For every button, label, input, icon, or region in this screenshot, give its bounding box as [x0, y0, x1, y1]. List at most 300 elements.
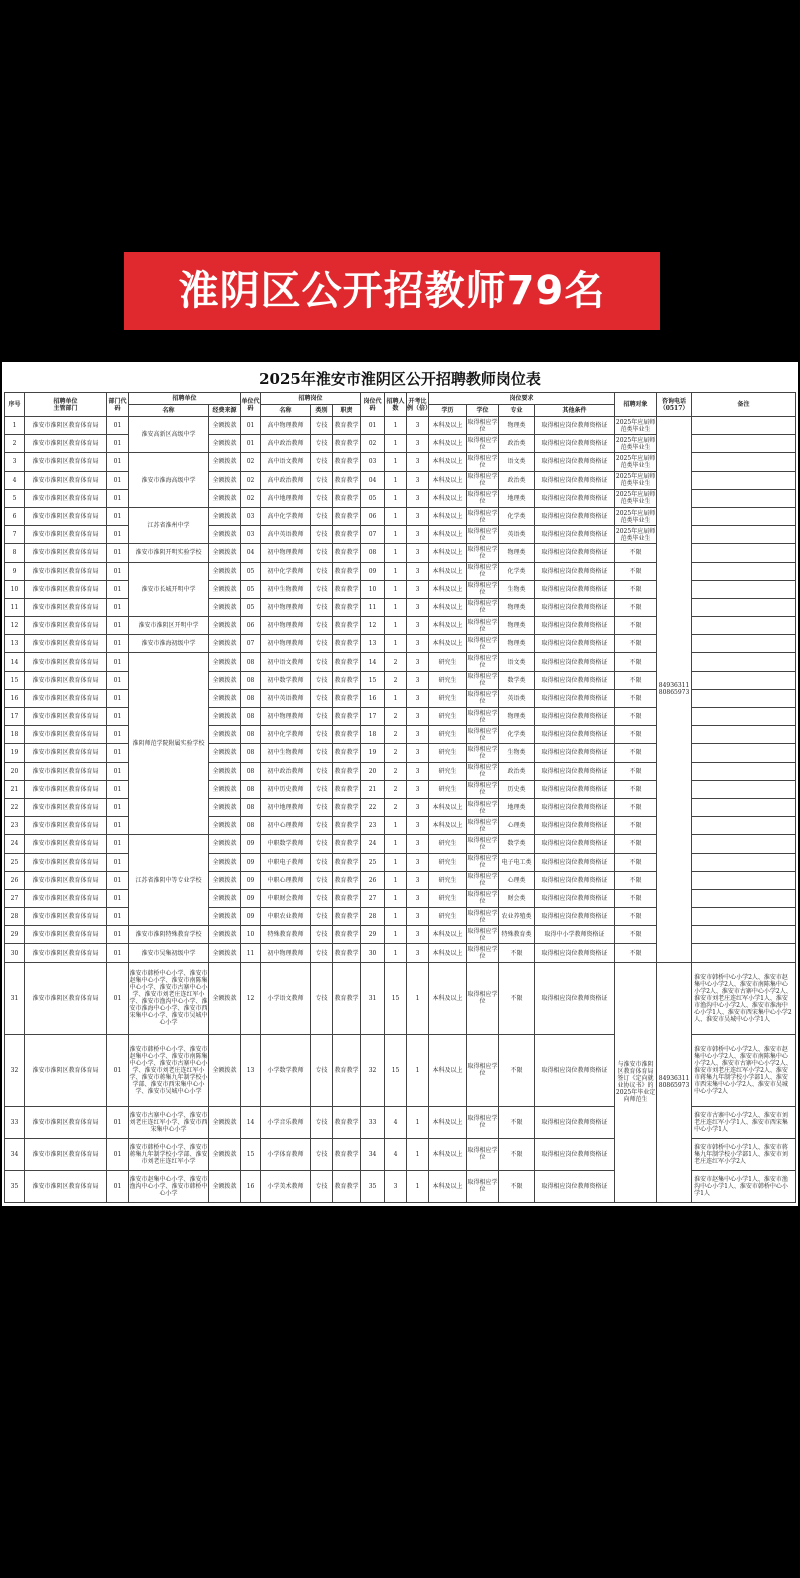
row-post-name: 初中生物教师 [261, 744, 311, 762]
row-count: 1 [385, 526, 407, 544]
row-target: 2025年应届师范类毕业生 [615, 526, 657, 544]
row-post-name: 初中物理教师 [261, 617, 311, 635]
row-seq: 7 [5, 526, 25, 544]
row-degree: 取得相应学位 [467, 562, 499, 580]
row-dept: 淮安市淮阴区教育体育局 [25, 453, 107, 471]
row-education: 本科及以上 [429, 962, 467, 1034]
row-post-type: 专技 [311, 853, 333, 871]
row-unit-code: 08 [241, 762, 261, 780]
row-degree: 取得相应学位 [467, 435, 499, 453]
row-dept-code: 01 [107, 544, 129, 562]
header-unit-name: 名称 [129, 405, 209, 417]
row-dept: 淮安市淮阴区教育体育局 [25, 598, 107, 616]
row-education: 本科及以上 [429, 435, 467, 453]
row-remark: 淮安市韩桥中心小学2人、淮安市赵集中心小学2人、淮安市南陈集中心小学2人、淮安市古寨中心小学2人、淮安市刘老庄连红军小学2人、淮安市蒋集九年制学校小学部1人、淮安市西宋集中心小学2人、淮安市吴城中心小学2人 [692, 1034, 796, 1106]
row-seq: 4 [5, 471, 25, 489]
row-education: 本科及以上 [429, 926, 467, 944]
row-post-code: 06 [361, 507, 385, 525]
row-ratio: 3 [407, 507, 429, 525]
row-degree: 取得相应学位 [467, 489, 499, 507]
row-unit-name: 淮安市韩桥中心小学、淮安市赵集中心小学、淮安市南陈集中心小学、淮安市古寨中心小学、淮安市刘老庄连红军小学、淮安市渔沟中心小学、淮安市淮海中心小学、淮安市西宋集中心小学、淮安市吴城中心小学 [129, 962, 209, 1034]
row-seq: 8 [5, 544, 25, 562]
row-post-duty: 教育教学 [333, 853, 361, 871]
row-count: 1 [385, 471, 407, 489]
row-degree: 取得相应学位 [467, 671, 499, 689]
row-dept: 淮安市淮阴区教育体育局 [25, 526, 107, 544]
row-post-type: 专技 [311, 1138, 333, 1170]
row-other: 取得中小学教师资格证 [535, 926, 615, 944]
row-post-duty: 教育教学 [333, 1034, 361, 1106]
row-unit-code: 10 [241, 926, 261, 944]
row-post-duty: 教育教学 [333, 726, 361, 744]
row-seq: 11 [5, 598, 25, 616]
row-ratio: 3 [407, 671, 429, 689]
row-other: 取得相应岗位教师资格证 [535, 1106, 615, 1138]
row-funding: 全额拨款 [209, 1170, 241, 1202]
row-post-code: 24 [361, 835, 385, 853]
row-count: 1 [385, 835, 407, 853]
row-dept: 淮安市淮阴区教育体育局 [25, 1170, 107, 1202]
row-major: 电子电工类 [499, 853, 535, 871]
row-ratio: 3 [407, 653, 429, 671]
row-dept: 淮安市淮阴区教育体育局 [25, 489, 107, 507]
row-count: 1 [385, 908, 407, 926]
row-education: 研究生 [429, 780, 467, 798]
row-post-type: 专技 [311, 744, 333, 762]
row-post-code: 01 [361, 417, 385, 435]
row-post-name: 初中化学教师 [261, 726, 311, 744]
header-remark: 备注 [692, 393, 796, 417]
row-target: 2025年应届师范类毕业生 [615, 489, 657, 507]
row-dept-code: 01 [107, 598, 129, 616]
row-degree: 取得相应学位 [467, 471, 499, 489]
row-major: 语文类 [499, 653, 535, 671]
row-unit-name: 淮安市淮海初级中学 [129, 635, 209, 653]
row-post-duty: 教育教学 [333, 908, 361, 926]
row-education: 本科及以上 [429, 1106, 467, 1138]
row-other: 取得相应岗位教师资格证 [535, 526, 615, 544]
row-funding: 全额拨款 [209, 944, 241, 962]
row-funding: 全额拨款 [209, 544, 241, 562]
row-remark [692, 653, 796, 671]
row-post-name: 初中物理教师 [261, 635, 311, 653]
row-major: 不限 [499, 1138, 535, 1170]
row-major: 化学类 [499, 507, 535, 525]
row-ratio: 1 [407, 962, 429, 1034]
row-post-code: 12 [361, 617, 385, 635]
row-degree: 取得相应学位 [467, 526, 499, 544]
row-degree: 取得相应学位 [467, 889, 499, 907]
row-post-type: 专技 [311, 817, 333, 835]
row-ratio: 3 [407, 526, 429, 544]
row-target: 不限 [615, 798, 657, 816]
row-unit-name: 江苏省淮州中学 [129, 507, 209, 543]
row-funding: 全额拨款 [209, 671, 241, 689]
row-dept: 淮安市淮阴区教育体育局 [25, 944, 107, 962]
row-ratio: 3 [407, 908, 429, 926]
row-remark [692, 889, 796, 907]
row-ratio: 3 [407, 617, 429, 635]
row-major: 地理类 [499, 798, 535, 816]
row-other: 取得相应岗位教师资格证 [535, 580, 615, 598]
row-other: 取得相应岗位教师资格证 [535, 562, 615, 580]
row-post-duty: 教育教学 [333, 708, 361, 726]
row-post-duty: 教育教学 [333, 580, 361, 598]
row-count: 1 [385, 617, 407, 635]
row-unit-code: 08 [241, 744, 261, 762]
row-dept: 淮安市淮阴区教育体育局 [25, 580, 107, 598]
row-post-duty: 教育教学 [333, 780, 361, 798]
row-funding: 全额拨款 [209, 908, 241, 926]
row-post-code: 02 [361, 435, 385, 453]
row-post-type: 专技 [311, 944, 333, 962]
row-post-duty: 教育教学 [333, 562, 361, 580]
row-ratio: 3 [407, 689, 429, 707]
row-post-duty: 教育教学 [333, 889, 361, 907]
row-dept: 淮安市淮阴区教育体育局 [25, 417, 107, 435]
row-education: 本科及以上 [429, 544, 467, 562]
row-count: 1 [385, 853, 407, 871]
row-post-name: 中职财会教师 [261, 889, 311, 907]
row-dept: 淮安市淮阴区教育体育局 [25, 908, 107, 926]
row-post-code: 19 [361, 744, 385, 762]
row-dept-code: 01 [107, 817, 129, 835]
row-funding: 全额拨款 [209, 526, 241, 544]
row-post-code: 05 [361, 489, 385, 507]
row-target: 不限 [615, 926, 657, 944]
row-post-name: 初中政治教师 [261, 762, 311, 780]
row-post-name: 小学体育教师 [261, 1138, 311, 1170]
row-post-duty: 教育教学 [333, 1170, 361, 1202]
row-remark [692, 871, 796, 889]
row-seq: 24 [5, 835, 25, 853]
row-post-name: 高中英语教师 [261, 526, 311, 544]
row-dept-code: 01 [107, 944, 129, 962]
row-post-code: 34 [361, 1138, 385, 1170]
row-funding: 全额拨款 [209, 489, 241, 507]
row-remark [692, 671, 796, 689]
row-post-code: 10 [361, 580, 385, 598]
row-dept-code: 01 [107, 835, 129, 853]
row-ratio: 3 [407, 435, 429, 453]
row-post-code: 09 [361, 562, 385, 580]
row-post-type: 专技 [311, 1170, 333, 1202]
row-unit-code: 13 [241, 1034, 261, 1106]
row-post-type: 专技 [311, 435, 333, 453]
table-title: 2025年淮安市淮阴区公开招聘教师岗位表 [259, 370, 541, 388]
row-funding: 全额拨款 [209, 889, 241, 907]
row-post-name: 中职数学教师 [261, 835, 311, 853]
row-major: 数学类 [499, 671, 535, 689]
row-education: 本科及以上 [429, 598, 467, 616]
row-count: 15 [385, 962, 407, 1034]
row-ratio: 3 [407, 926, 429, 944]
row-education: 本科及以上 [429, 798, 467, 816]
row-count: 1 [385, 871, 407, 889]
header-post-code: 岗位代码 [361, 393, 385, 417]
row-unit-name: 淮安市吴集初级中学 [129, 944, 209, 962]
row-education: 研究生 [429, 871, 467, 889]
row-count: 4 [385, 1138, 407, 1170]
row-target: 不限 [615, 871, 657, 889]
row-post-name: 初中语文教师 [261, 653, 311, 671]
row-count: 1 [385, 489, 407, 507]
document-page [2, 362, 798, 1206]
row-remark [692, 580, 796, 598]
row-post-duty: 教育教学 [333, 1106, 361, 1138]
row-remark [692, 562, 796, 580]
row-other: 取得相应岗位教师资格证 [535, 744, 615, 762]
row-ratio: 3 [407, 817, 429, 835]
row-funding: 全额拨款 [209, 598, 241, 616]
row-seq: 1 [5, 417, 25, 435]
row-seq: 35 [5, 1170, 25, 1202]
row-unit-code: 09 [241, 853, 261, 871]
row-degree: 取得相应学位 [467, 744, 499, 762]
row-post-name: 初中地理教师 [261, 798, 311, 816]
row-major: 物理类 [499, 417, 535, 435]
row-ratio: 3 [407, 580, 429, 598]
row-count: 1 [385, 889, 407, 907]
row-unit-code: 06 [241, 617, 261, 635]
row-seq: 16 [5, 689, 25, 707]
header-ratio: 开考比例（倍） [407, 393, 429, 417]
row-unit-code: 12 [241, 962, 261, 1034]
row-major: 政治类 [499, 762, 535, 780]
header-education: 学历 [429, 405, 467, 417]
row-degree: 取得相应学位 [467, 908, 499, 926]
row-count: 2 [385, 708, 407, 726]
row-seq: 6 [5, 507, 25, 525]
row-post-type: 专技 [311, 562, 333, 580]
row-dept-code: 01 [107, 1138, 129, 1170]
row-remark [692, 726, 796, 744]
row-funding: 全额拨款 [209, 744, 241, 762]
row-degree: 取得相应学位 [467, 780, 499, 798]
row-post-code: 08 [361, 544, 385, 562]
row-remark [692, 598, 796, 616]
row-dept-code: 01 [107, 962, 129, 1034]
row-post-duty: 教育教学 [333, 1138, 361, 1170]
table-row [5, 962, 796, 1034]
row-unit-code: 04 [241, 544, 261, 562]
row-dept-code: 01 [107, 780, 129, 798]
row-unit-code: 09 [241, 871, 261, 889]
row-unit-code: 02 [241, 489, 261, 507]
row-other: 取得相应岗位教师资格证 [535, 453, 615, 471]
row-other: 取得相应岗位教师资格证 [535, 635, 615, 653]
row-post-code: 32 [361, 1034, 385, 1106]
row-education: 研究生 [429, 653, 467, 671]
row-remark [692, 507, 796, 525]
row-post-name: 高中政治教师 [261, 435, 311, 453]
row-education: 本科及以上 [429, 817, 467, 835]
row-count: 1 [385, 435, 407, 453]
row-degree: 取得相应学位 [467, 962, 499, 1034]
row-seq: 33 [5, 1106, 25, 1138]
row-funding: 全额拨款 [209, 762, 241, 780]
row-unit-code: 11 [241, 944, 261, 962]
row-major: 化学类 [499, 726, 535, 744]
row-dept-code: 01 [107, 526, 129, 544]
row-remark [692, 526, 796, 544]
row-post-name: 小学美术教师 [261, 1170, 311, 1202]
row-other: 取得相应岗位教师资格证 [535, 762, 615, 780]
row-remark [692, 544, 796, 562]
row-dept: 淮安市淮阴区教育体育局 [25, 1138, 107, 1170]
row-target: 不限 [615, 853, 657, 871]
row-post-code: 18 [361, 726, 385, 744]
row-post-duty: 教育教学 [333, 926, 361, 944]
row-remark [692, 744, 796, 762]
row-major: 英语类 [499, 526, 535, 544]
row-major: 物理类 [499, 544, 535, 562]
row-post-code: 23 [361, 817, 385, 835]
row-dept: 淮安市淮阴区教育体育局 [25, 962, 107, 1034]
row-major: 地理类 [499, 489, 535, 507]
row-funding: 全额拨款 [209, 1034, 241, 1106]
row-seq: 18 [5, 726, 25, 744]
row-unit-code: 07 [241, 635, 261, 653]
row-ratio: 3 [407, 762, 429, 780]
row-post-duty: 教育教学 [333, 762, 361, 780]
row-other: 取得相应岗位教师资格证 [535, 780, 615, 798]
row-unit-name: 江苏省淮阴中等专业学校 [129, 835, 209, 926]
row-remark: 淮安市古寨中心小学2人、淮安市刘老庄连红军小学1人、淮安市西宋集中心小学1人 [692, 1106, 796, 1138]
row-degree: 取得相应学位 [467, 417, 499, 435]
row-degree: 取得相应学位 [467, 453, 499, 471]
row-count: 2 [385, 780, 407, 798]
row-funding: 全额拨款 [209, 417, 241, 435]
row-dept-code: 01 [107, 708, 129, 726]
header-major: 专业 [499, 405, 535, 417]
row-education: 本科及以上 [429, 489, 467, 507]
row-unit-name: 淮阴师范学院附属实验学校 [129, 653, 209, 835]
row-dept: 淮安市淮阴区教育体育局 [25, 798, 107, 816]
row-seq: 15 [5, 671, 25, 689]
row-post-name: 中职电子教师 [261, 853, 311, 871]
row-phone: 84936311 80865973 [657, 962, 692, 1202]
row-other: 取得相应岗位教师资格证 [535, 908, 615, 926]
row-remark [692, 489, 796, 507]
row-major: 语文类 [499, 453, 535, 471]
row-seq: 34 [5, 1138, 25, 1170]
row-ratio: 3 [407, 853, 429, 871]
row-post-name: 初中英语教师 [261, 689, 311, 707]
row-post-duty: 教育教学 [333, 871, 361, 889]
row-education: 本科及以上 [429, 1170, 467, 1202]
row-education: 本科及以上 [429, 944, 467, 962]
row-phone: 84936311 80865973 [657, 417, 692, 963]
row-degree: 取得相应学位 [467, 726, 499, 744]
row-major: 生物类 [499, 744, 535, 762]
row-post-code: 22 [361, 798, 385, 816]
row-major: 物理类 [499, 617, 535, 635]
row-education: 本科及以上 [429, 471, 467, 489]
row-education: 本科及以上 [429, 635, 467, 653]
header-degree: 学位 [467, 405, 499, 417]
row-seq: 10 [5, 580, 25, 598]
row-dept: 淮安市淮阴区教育体育局 [25, 871, 107, 889]
row-post-code: 20 [361, 762, 385, 780]
row-count: 2 [385, 653, 407, 671]
row-post-code: 03 [361, 453, 385, 471]
header-post-name: 名称 [261, 405, 311, 417]
row-count: 1 [385, 453, 407, 471]
row-post-duty: 教育教学 [333, 617, 361, 635]
row-degree: 取得相应学位 [467, 798, 499, 816]
row-education: 研究生 [429, 908, 467, 926]
row-major: 财会类 [499, 889, 535, 907]
row-dept: 淮安市淮阴区教育体育局 [25, 889, 107, 907]
row-target: 不限 [615, 944, 657, 962]
row-post-duty: 教育教学 [333, 798, 361, 816]
row-post-name: 特殊教育教师 [261, 926, 311, 944]
row-education: 研究生 [429, 835, 467, 853]
row-post-name: 高中政治教师 [261, 471, 311, 489]
row-post-duty: 教育教学 [333, 635, 361, 653]
row-seq: 28 [5, 908, 25, 926]
row-seq: 13 [5, 635, 25, 653]
row-post-code: 30 [361, 944, 385, 962]
row-unit-name: 淮安市淮阴区开明中学 [129, 617, 209, 635]
row-other: 取得相应岗位教师资格证 [535, 1034, 615, 1106]
row-post-type: 专技 [311, 489, 333, 507]
row-target: 不限 [615, 817, 657, 835]
row-ratio: 3 [407, 944, 429, 962]
row-post-code: 21 [361, 780, 385, 798]
row-dept: 淮安市淮阴区教育体育局 [25, 471, 107, 489]
row-funding: 全额拨款 [209, 635, 241, 653]
row-ratio: 3 [407, 708, 429, 726]
row-major: 物理类 [499, 708, 535, 726]
row-post-name: 高中语文教师 [261, 453, 311, 471]
row-education: 本科及以上 [429, 417, 467, 435]
row-other: 取得相应岗位教师资格证 [535, 835, 615, 853]
row-other: 取得相应岗位教师资格证 [535, 726, 615, 744]
row-ratio: 3 [407, 726, 429, 744]
row-degree: 取得相应学位 [467, 598, 499, 616]
row-major: 数学类 [499, 835, 535, 853]
row-major: 心理类 [499, 817, 535, 835]
row-post-name: 初中物理教师 [261, 544, 311, 562]
row-dept-code: 01 [107, 507, 129, 525]
row-post-type: 专技 [311, 926, 333, 944]
row-other: 取得相应岗位教师资格证 [535, 471, 615, 489]
row-other: 取得相应岗位教师资格证 [535, 689, 615, 707]
row-seq: 3 [5, 453, 25, 471]
row-remark [692, 689, 796, 707]
row-degree: 取得相应学位 [467, 1170, 499, 1202]
row-education: 研究生 [429, 708, 467, 726]
row-seq: 31 [5, 962, 25, 1034]
row-dept-code: 01 [107, 1170, 129, 1202]
row-target: 不限 [615, 580, 657, 598]
row-degree: 取得相应学位 [467, 1034, 499, 1106]
row-dept-code: 01 [107, 671, 129, 689]
row-funding: 全额拨款 [209, 962, 241, 1034]
row-funding: 全额拨款 [209, 708, 241, 726]
header-post-type: 类别 [311, 405, 333, 417]
row-unit-code: 08 [241, 726, 261, 744]
row-remark [692, 798, 796, 816]
row-ratio: 3 [407, 871, 429, 889]
row-education: 研究生 [429, 671, 467, 689]
row-dept-code: 01 [107, 489, 129, 507]
row-ratio: 1 [407, 1034, 429, 1106]
row-post-code: 13 [361, 635, 385, 653]
row-education: 研究生 [429, 853, 467, 871]
